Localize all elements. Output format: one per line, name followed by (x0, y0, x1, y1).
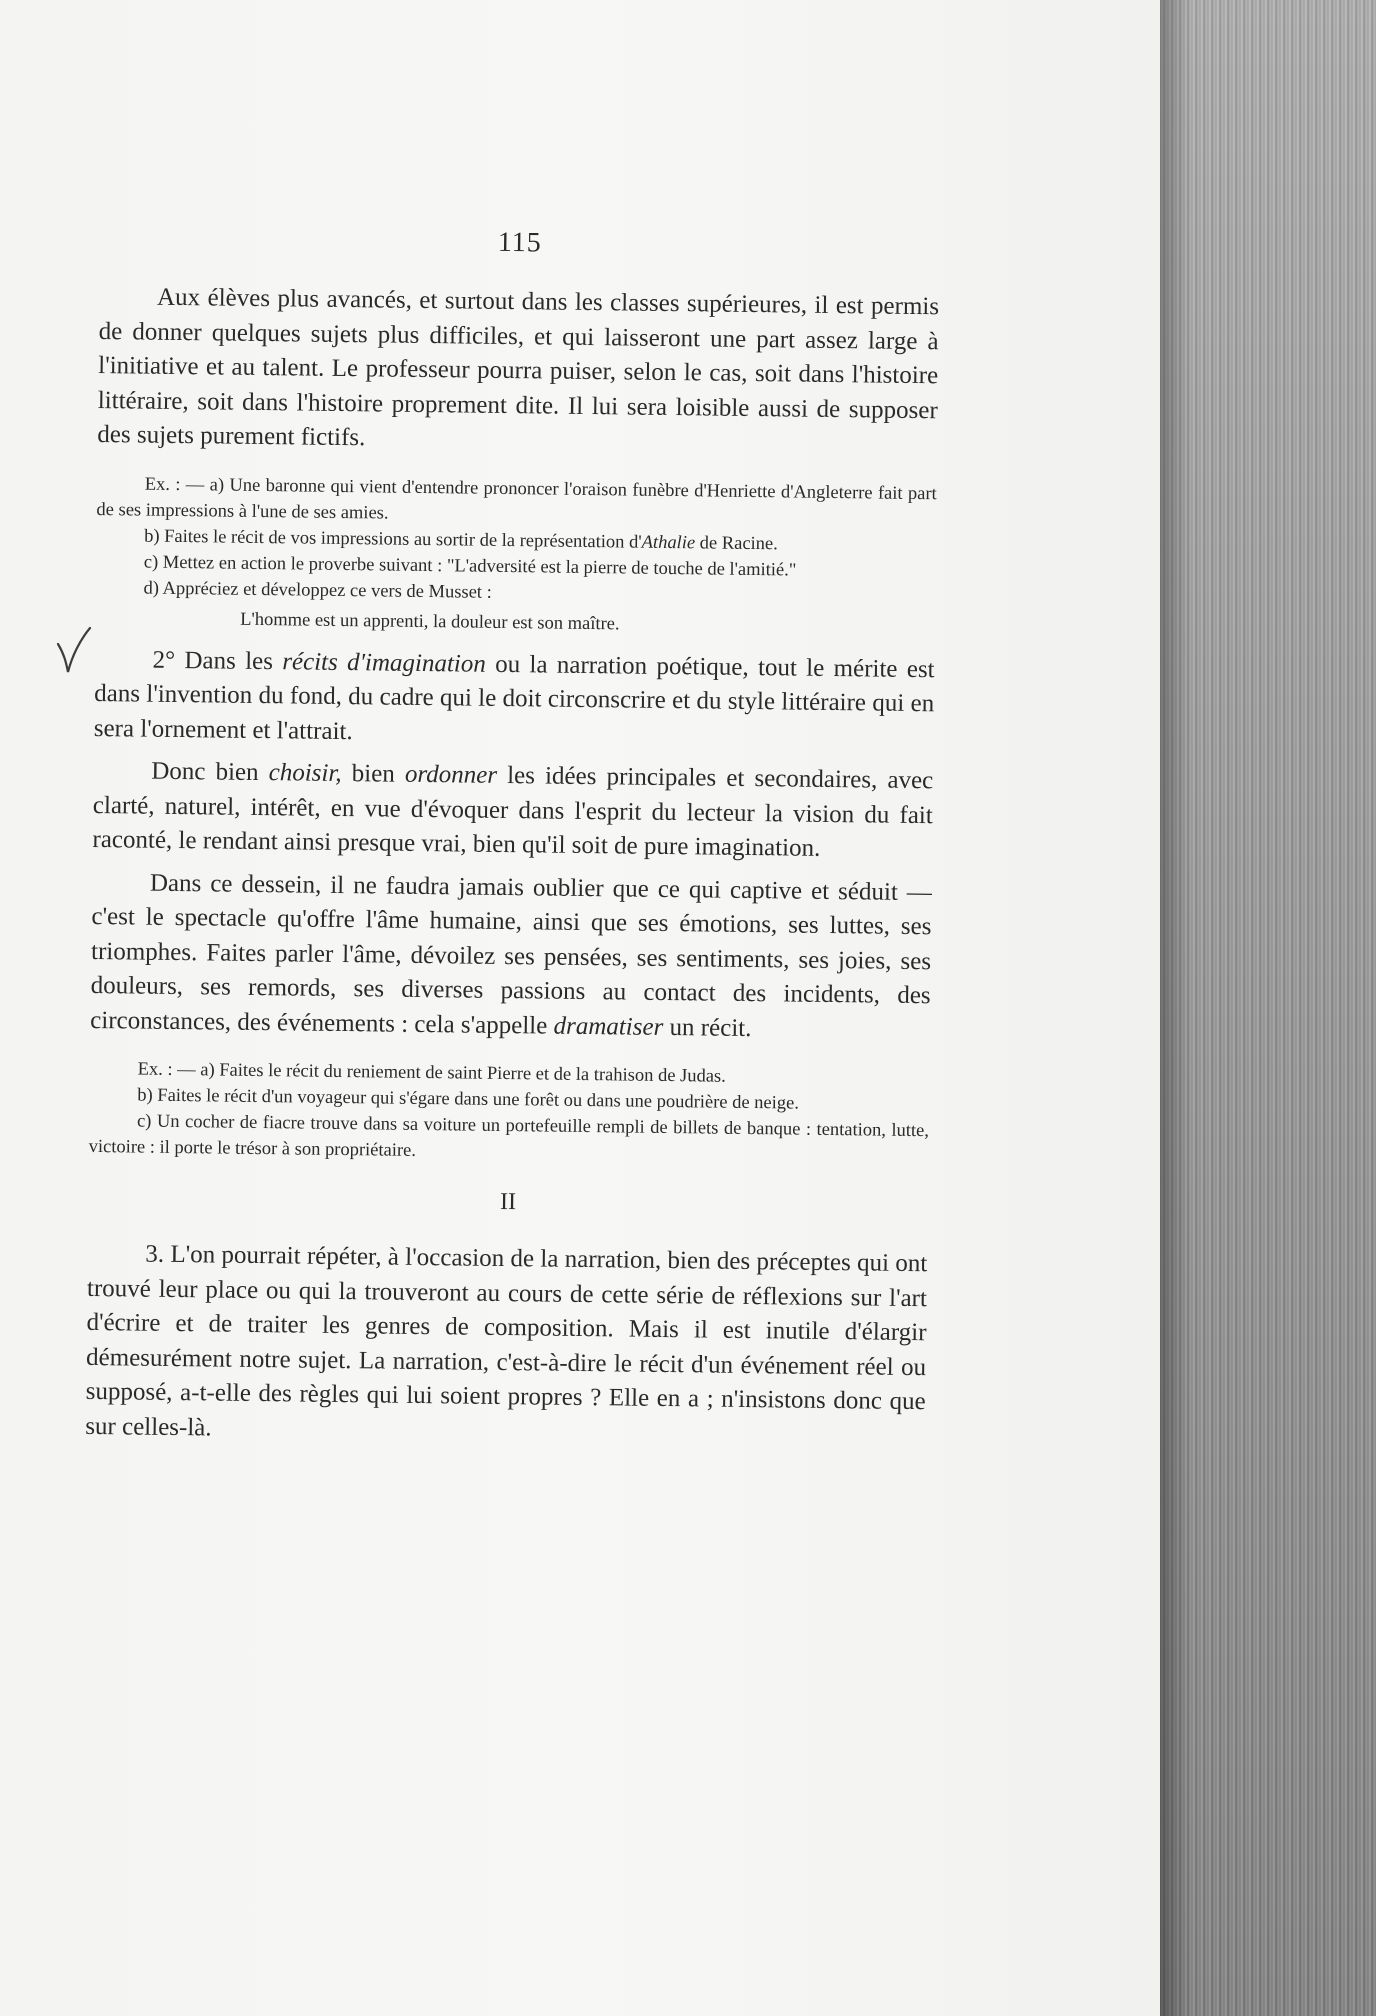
example-b: b) Faites le récit d'un voyageur qui s'égare dans une forêt ou dans une poudrière de neige. (137, 1085, 800, 1114)
example-a: Ex. : — a) Faites le récit du reniement de saint Pierre et de la trahison de Judas. (137, 1059, 726, 1087)
text-span: ou la narration poétique, tout le mérite est dans l'invention du fond, du cadre qui le doit circonscrire et du style littéraire qui en sera l'ornement et l'attrait. (93, 650, 935, 745)
page-content (85, 222, 940, 1462)
italic-span: choisir, (268, 759, 342, 787)
italic-span: dramatiser (553, 1012, 664, 1041)
italic-span: récits d'imagination (282, 647, 487, 678)
paragraph-choose-order (92, 754, 933, 868)
text-span: Donc bien (151, 757, 269, 787)
musset-verse: L'homme est un apprenti, la douleur est son maître. (240, 609, 620, 634)
text-span: bien (341, 759, 406, 788)
paragraph-imagination (94, 642, 935, 756)
italic-span: ordonner (404, 760, 498, 789)
book-page-edges (1160, 0, 1376, 2016)
example-b-text-end: de Racine. (695, 532, 778, 554)
example-b-text: b) Faites le récit de vos impressions au sortir de la représentation d' (144, 526, 642, 553)
example-b-title: Athalie (641, 532, 696, 553)
section-heading: II (499, 1188, 517, 1216)
text-span: Dans ce dessein, il ne faudra jamais oublier que ce qui captive et séduit — c'est le spectacle qu'offre l'âme humaine, ainsi que ses émotions, ses luttes, ses triomphes. Faites parler l'âme, dévoilez ses pensées, ses sentiments, ses joies, ses douleurs, ses remords, ses diverses passions au contact des incidents, des circonstances, des événements : cela s'appelle (90, 869, 933, 1040)
example-c: c) Un cocher de fiacre trouve dans sa voiture un portefeuille rempli de billets de banque : tentation, lutte, victoire : il porte le trésor à son propriétaire. (88, 1111, 930, 1161)
example-d: d) Appréciez et développez ce vers de Musset : (143, 578, 492, 603)
paragraph-advanced-subjects: Aux élèves plus avancés, et surtout dans les classes supérieures, il est permis de donner quelques sujets plus difficiles, et qui laisseront une part assez large à l'initiative et au talent. Le professeur pourra puiser, selon le cas, soit dans l'histoire littéraire, soit dans l'histoire proprement dite. Il lui sera loisible aussi de supposer des sujets purement fictifs. (97, 283, 940, 452)
paragraph-dramatize (90, 865, 932, 1048)
text-span: les idées principales et secondaires, avec clarté, naturel, intérêt, en vue d'évoquer dans l'esprit du lecteur la vision du fait raconté, le rendant ainsi presque vrai, bien qu'il soit de pure imagination. (92, 761, 934, 862)
page-number: 115 (497, 226, 542, 259)
paragraph-narration-rules: 3. L'on pourrait répéter, à l'occasion de la narration, bien des préceptes qui ont trouvé leur place ou qui la trouveront au cours de cette série de réflexions sur l'art d'écrire et de traiter les genres de composition. Mais il est inutile d'élargir démesurément notre sujet. La narration, c'est-à-dire le récit d'un événement réel ou supposé, a-t-elle des règles qui lui soient propres ? Elle en a ; n'insistons donc que sur celles-là. (85, 1240, 928, 1441)
handwritten-check-mark-icon (54, 626, 94, 676)
text-span: 2° Dans les (152, 646, 283, 675)
examples-block-1 (95, 470, 937, 640)
text-span: un récit. (663, 1013, 752, 1042)
examples-block-2 (89, 1056, 930, 1170)
example-c: c) Mettez en action le proverbe suivant : "L'adversité est la pierre de touche de l'amitié." (143, 552, 797, 581)
example-a: Ex. : — a) Une baronne qui vient d'entendre prononcer l'oraison funèbre d'Henriette d'Angleterre fait part de ses impressions à l'une de ses amies. (96, 474, 937, 524)
